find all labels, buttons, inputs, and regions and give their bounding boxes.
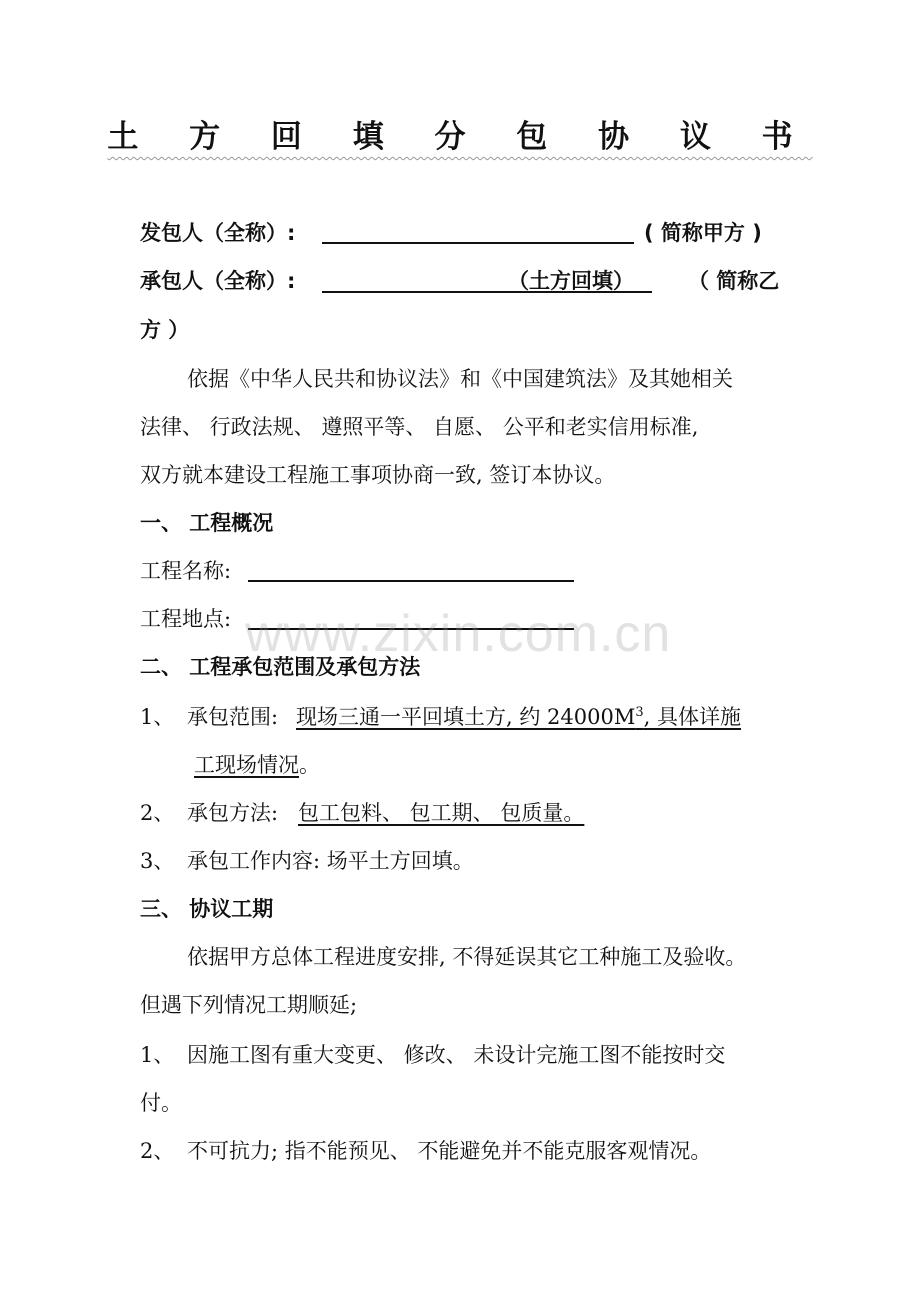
- delay-item-2-text: 不可抗力; 指不能预见、 不能避免并不能克服客观情况。: [187, 1139, 712, 1163]
- party-b-suffix-cont: 方 ）: [140, 318, 190, 342]
- delay-item-1-cont: 付。: [140, 1091, 182, 1115]
- document-title: 土 方 回 填 分 包 协 议 书: [107, 119, 813, 155]
- party-a-label: 发包人（全称）:: [140, 221, 296, 245]
- schedule-para-line-2: 但遇下列情况工期顺延;: [140, 993, 358, 1017]
- scope-value: 现场三通一平回填土方, 约 $24000M^3$, 具体详施: [296, 705, 741, 729]
- scope-item-number: 1、: [140, 705, 175, 729]
- watermark: www.zixin.com.cn: [245, 605, 672, 663]
- intro-line-1: 依据《中华人民共和协议法》和《中国建筑法》及其她相关: [187, 367, 733, 391]
- party-a-blank: [322, 242, 634, 244]
- delay-item-1-number: 1、: [140, 1043, 175, 1067]
- method-item-number: 2、: [140, 801, 175, 825]
- section-1-heading: 一、 工程概况: [140, 511, 274, 535]
- party-a-suffix: ( 简称甲方 ): [644, 221, 762, 245]
- project-name-blank: [248, 580, 574, 582]
- party-b-suffix: （ 简称乙: [688, 269, 780, 293]
- project-name-label: 工程名称:: [140, 559, 232, 583]
- method-value: 包工包料、 包工期、 包质量。: [298, 801, 585, 825]
- method-label: 承包方法:: [187, 801, 279, 825]
- intro-line-2: 法律、 行政法规、 遵照平等、 自愿、 公平和老实信用标准,: [140, 415, 699, 439]
- content-item-text: 承包工作内容: 场平土方回填。: [187, 849, 474, 873]
- content-item-number: 3、: [140, 849, 175, 873]
- scope-label: 承包范围:: [187, 705, 279, 729]
- project-location-label: 工程地点:: [140, 607, 232, 631]
- section-2-heading: 二、 工程承包范围及承包方法: [140, 655, 421, 679]
- scope-value-cont: 工现场情况。: [194, 753, 320, 777]
- delay-item-1-text: 因施工图有重大变更、 修改、 未设计完施工图不能按时交: [187, 1043, 726, 1067]
- section-3-heading: 三、 协议工期: [140, 897, 274, 921]
- schedule-para-line-1: 依据甲方总体工程进度安排, 不得延误其它工种施工及验收。: [187, 945, 747, 969]
- intro-line-3: 双方就本建设工程施工事项协商一致, 签订本协议。: [140, 463, 616, 487]
- party-b-name: （土方回填）: [508, 269, 634, 293]
- delay-item-2-number: 2、: [140, 1139, 175, 1163]
- party-b-label: 承包人（全称）:: [140, 269, 296, 293]
